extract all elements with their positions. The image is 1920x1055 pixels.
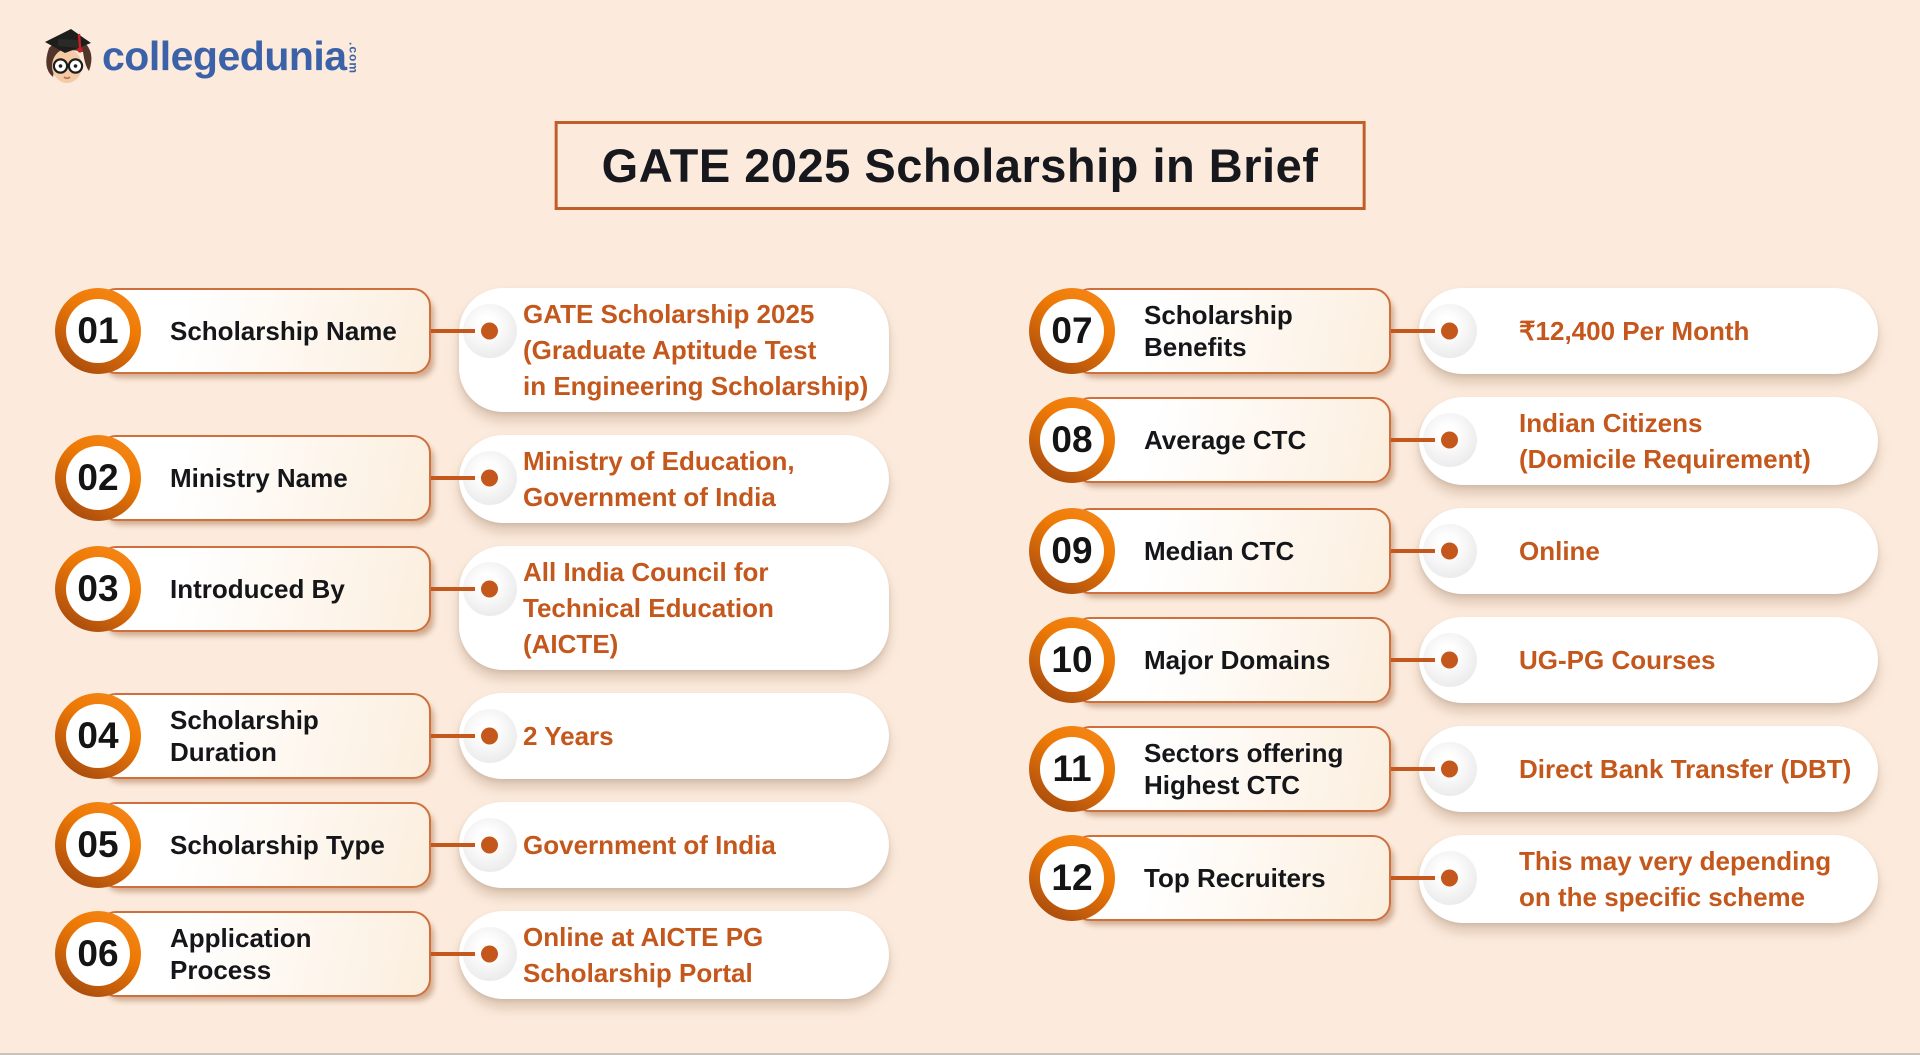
connector-line xyxy=(431,329,475,333)
item-label-pill xyxy=(98,435,431,521)
number-badge xyxy=(55,435,141,521)
item-label: Scholarship Duration xyxy=(170,705,319,767)
connector-line xyxy=(1391,658,1435,662)
item-value: Online xyxy=(1519,536,1600,566)
label-zone xyxy=(1029,508,1391,594)
connector-line xyxy=(431,587,475,591)
item-label-pill xyxy=(98,288,431,374)
item-label: Scholarship Type xyxy=(170,830,385,860)
info-row-04 xyxy=(55,693,889,779)
item-value: Direct Bank Transfer (DBT) xyxy=(1519,754,1852,784)
left-column xyxy=(55,288,889,999)
number-badge xyxy=(55,546,141,632)
number-badge xyxy=(1029,617,1115,703)
item-label: Top Recruiters xyxy=(1144,863,1326,893)
number-badge xyxy=(55,288,141,374)
connector-dot-icon xyxy=(1441,870,1458,887)
connector-line xyxy=(431,734,475,738)
item-label: Scholarship Name xyxy=(170,316,397,346)
label-zone xyxy=(55,802,431,888)
item-label-pill xyxy=(1072,397,1391,483)
info-row-08 xyxy=(1029,397,1878,485)
item-label-pill xyxy=(1072,617,1391,703)
connector-dot-icon xyxy=(481,323,498,340)
item-label-pill xyxy=(98,911,431,997)
item-value: 2 Years xyxy=(523,721,614,751)
connector-line xyxy=(1391,329,1435,333)
item-number: 07 xyxy=(1040,299,1104,363)
number-badge xyxy=(1029,835,1115,921)
item-label-pill xyxy=(1072,508,1391,594)
item-value: GATE Scholarship 2025 (Graduate Aptitude Test in Engineering Scholarship) xyxy=(523,299,869,401)
item-number: 05 xyxy=(66,813,130,877)
connector-line xyxy=(1391,767,1435,771)
label-zone xyxy=(1029,397,1391,483)
connector-dot-icon xyxy=(481,728,498,745)
connector-line xyxy=(1391,549,1435,553)
info-row-06 xyxy=(55,911,889,999)
item-value-pill xyxy=(1419,288,1878,374)
collegedunia-mascot-icon xyxy=(38,26,96,90)
item-number: 03 xyxy=(66,557,130,621)
info-row-07 xyxy=(1029,288,1878,374)
number-badge xyxy=(55,693,141,779)
item-label: Ministry Name xyxy=(170,463,348,493)
number-badge xyxy=(1029,726,1115,812)
brand-tld: .com xyxy=(346,42,361,75)
info-row-09 xyxy=(1029,508,1878,594)
item-value-pill xyxy=(459,546,889,670)
item-number: 06 xyxy=(66,922,130,986)
item-value: This may very depending on the specific scheme xyxy=(1519,846,1832,912)
label-zone xyxy=(55,288,431,374)
brand-wordmark: collegedunia xyxy=(102,33,347,79)
item-number: 01 xyxy=(66,299,130,363)
label-zone xyxy=(1029,835,1391,921)
right-column xyxy=(1029,288,1878,999)
connector-dot-icon xyxy=(481,837,498,854)
item-number: 12 xyxy=(1040,846,1104,910)
connector-dot-icon xyxy=(1441,323,1458,340)
item-value-pill xyxy=(459,288,889,412)
label-zone xyxy=(1029,288,1391,374)
item-value-pill xyxy=(1419,726,1878,812)
connector-line xyxy=(1391,876,1435,880)
item-label: Median CTC xyxy=(1144,536,1295,566)
connector-line xyxy=(431,476,475,480)
item-label: Major Domains xyxy=(1144,645,1331,675)
connector-dot-icon xyxy=(481,581,498,598)
info-row-11 xyxy=(1029,726,1878,812)
label-zone xyxy=(55,693,431,779)
item-number: 10 xyxy=(1040,628,1104,692)
item-value-pill xyxy=(459,435,889,523)
title-box xyxy=(555,121,1366,210)
item-label-pill xyxy=(1072,835,1391,921)
item-value: ₹12,400 Per Month xyxy=(1519,316,1750,346)
item-label: Application Process xyxy=(170,923,312,985)
item-value: UG-PG Courses xyxy=(1519,645,1716,675)
connector-dot-icon xyxy=(481,470,498,487)
item-number: 04 xyxy=(66,704,130,768)
connector-dot-icon xyxy=(1441,543,1458,560)
item-label: Sectors offering Highest CTC xyxy=(1144,738,1344,800)
item-label-pill xyxy=(1072,726,1391,812)
info-row-05 xyxy=(55,802,889,888)
info-row-10 xyxy=(1029,617,1878,703)
connector-dot-icon xyxy=(1441,652,1458,669)
info-row-12 xyxy=(1029,835,1878,923)
connector-line xyxy=(431,952,475,956)
item-value: Online at AICTE PG Scholarship Portal xyxy=(523,922,764,988)
item-value-pill xyxy=(459,802,889,888)
item-number: 02 xyxy=(66,446,130,510)
item-value: Government of India xyxy=(523,830,776,860)
item-label-pill xyxy=(98,802,431,888)
label-zone xyxy=(55,435,431,521)
item-value-pill xyxy=(1419,617,1878,703)
info-row-01 xyxy=(55,288,889,412)
item-value-pill xyxy=(1419,835,1878,923)
collegedunia-logo xyxy=(38,26,361,90)
item-value-pill xyxy=(1419,508,1878,594)
item-number: 09 xyxy=(1040,519,1104,583)
item-label-pill xyxy=(98,546,431,632)
connector-dot-icon xyxy=(1441,432,1458,449)
page-title: GATE 2025 Scholarship in Brief xyxy=(601,139,1319,192)
item-value-pill xyxy=(459,693,889,779)
item-label-pill xyxy=(98,693,431,779)
connector-line xyxy=(431,843,475,847)
item-number: 08 xyxy=(1040,408,1104,472)
label-zone xyxy=(1029,726,1391,812)
info-row-02 xyxy=(55,435,889,523)
number-badge xyxy=(1029,508,1115,594)
number-badge xyxy=(55,911,141,997)
content xyxy=(55,288,1878,999)
number-badge xyxy=(55,802,141,888)
connector-dot-icon xyxy=(1441,761,1458,778)
item-value: All India Council for Technical Education (AICTE) xyxy=(523,557,774,659)
info-row-03 xyxy=(55,546,889,670)
item-label: Scholarship Benefits xyxy=(1144,300,1293,362)
label-zone xyxy=(1029,617,1391,703)
item-label: Introduced By xyxy=(170,574,345,604)
label-zone xyxy=(55,911,431,997)
item-number: 11 xyxy=(1040,737,1104,801)
connector-line xyxy=(1391,438,1435,442)
item-value: Ministry of Education, Government of India xyxy=(523,446,795,512)
label-zone xyxy=(55,546,431,632)
item-value-pill xyxy=(1419,397,1878,485)
connector-dot-icon xyxy=(481,946,498,963)
number-badge xyxy=(1029,288,1115,374)
item-value: Indian Citizens (Domicile Requirement) xyxy=(1519,408,1811,474)
item-label: Average CTC xyxy=(1144,425,1307,455)
item-label-pill xyxy=(1072,288,1391,374)
item-value-pill xyxy=(459,911,889,999)
number-badge xyxy=(1029,397,1115,483)
